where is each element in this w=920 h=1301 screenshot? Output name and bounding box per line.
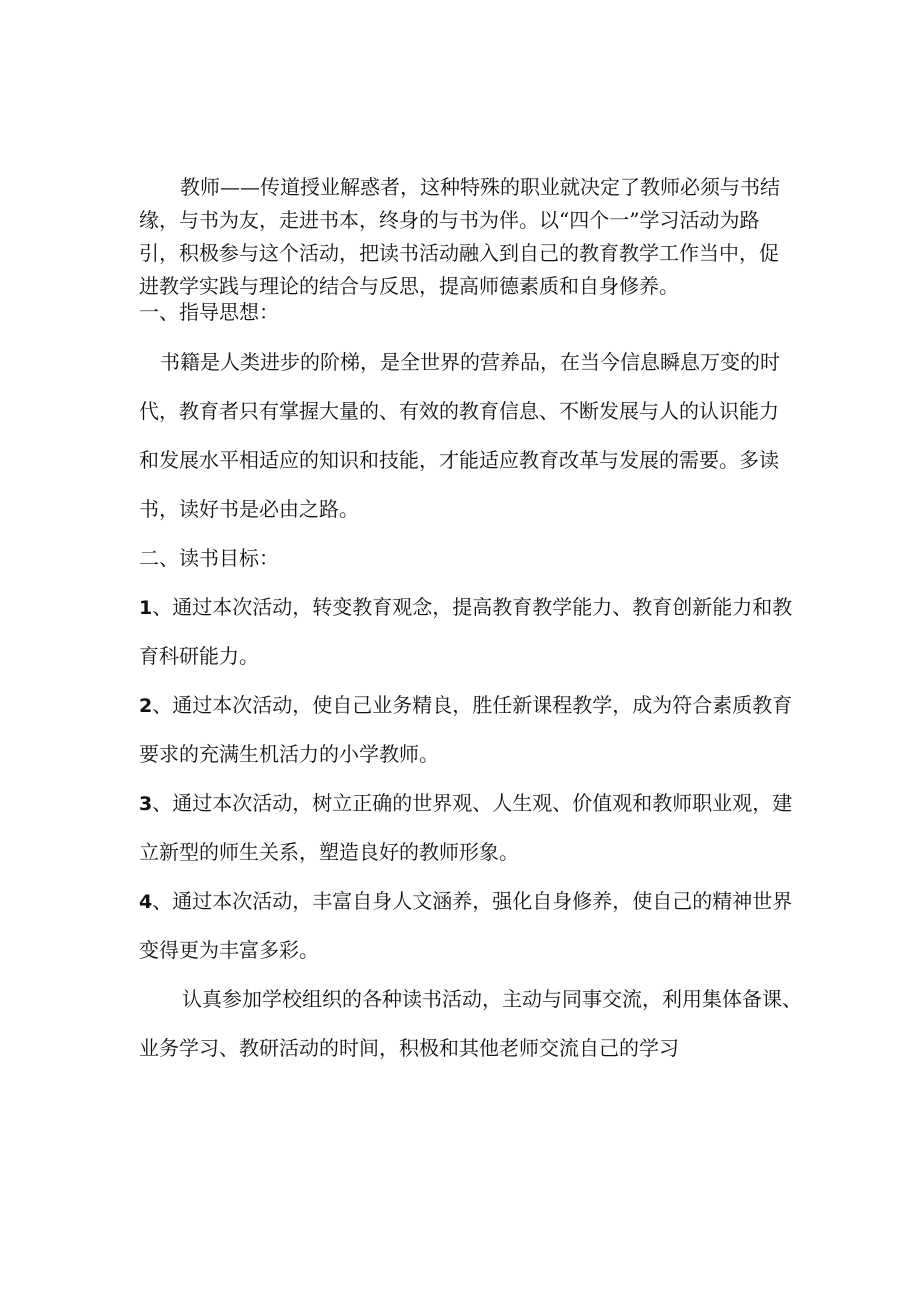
- goal-1-number: 1: [139, 597, 153, 619]
- section-1-line-3: 和发展水平相适应的知识和技能，才能适应教育改革与发展的需要。多读: [139, 448, 779, 472]
- goal-2-number: 2: [139, 695, 153, 717]
- goal-1-text: 、通过本次活动，转变教育观念，提高教育教学能力、教育创新能力和教: [152, 595, 793, 619]
- goal-3-line-2: 立新型的师生关系，塑造良好的教师形象。: [139, 840, 519, 864]
- goal-1-line-2: 育科研能力。: [139, 644, 259, 668]
- goal-4-line-2: 变得更为丰富多彩。: [139, 938, 319, 962]
- goal-3-text: 、通过本次活动，树立正确的世界观、人生观、价值观和教师职业观，建: [152, 791, 793, 815]
- goal-4-text: 、通过本次活动，丰富自身人文涵养，强化自身修养，使自己的精神世界: [152, 889, 793, 913]
- goal-3-number: 3: [139, 793, 153, 815]
- goal-2-line-1: [139, 691, 792, 719]
- section-1-heading: 一、指导思想：: [139, 300, 279, 324]
- section-1-line-1: 书籍是人类进步的阶梯，是全世界的营养品，在当今信息瞬息万变的时: [160, 350, 780, 374]
- intro-line-3: 引，积极参与这个活动，把读书活动融入到自己的教育教学工作当中，促: [139, 241, 779, 265]
- goal-3-line-1: [139, 789, 792, 817]
- intro-line-1: 教师——传道授业解惑者，这种特殊的职业就决定了教师必须与书结: [180, 175, 780, 199]
- closing-line-1: 认真参加学校组织的各种读书活动，主动与同事交流，利用集体备课、: [182, 987, 802, 1011]
- goal-1-line-1: [139, 593, 792, 621]
- intro-line-2: 缘，与书为友，走进书本，终身的与书为伴。以“四个一”学习活动为路: [139, 208, 760, 232]
- intro-line-4: 进教学实践与理论的结合与反思，提高师德素质和自身修养。: [139, 274, 679, 298]
- goal-2-text: 、通过本次活动，使自己业务精良，胜任新课程教学，成为符合素质教育: [152, 693, 793, 717]
- goal-2-line-2: 要求的充满生机活力的小学教师。: [139, 742, 439, 766]
- closing-line-2: 业务学习、教研活动的时间，积极和其他老师交流自己的学习: [139, 1036, 679, 1060]
- section-2-heading: 二、读书目标：: [139, 546, 279, 570]
- goal-4-line-1: [139, 887, 792, 915]
- goal-4-number: 4: [139, 891, 153, 913]
- section-1-line-4: 书，读好书是必由之路。: [139, 497, 359, 521]
- section-1-line-2: 代，教育者只有掌握大量的、有效的教育信息、不断发展与人的认识能力: [139, 399, 779, 423]
